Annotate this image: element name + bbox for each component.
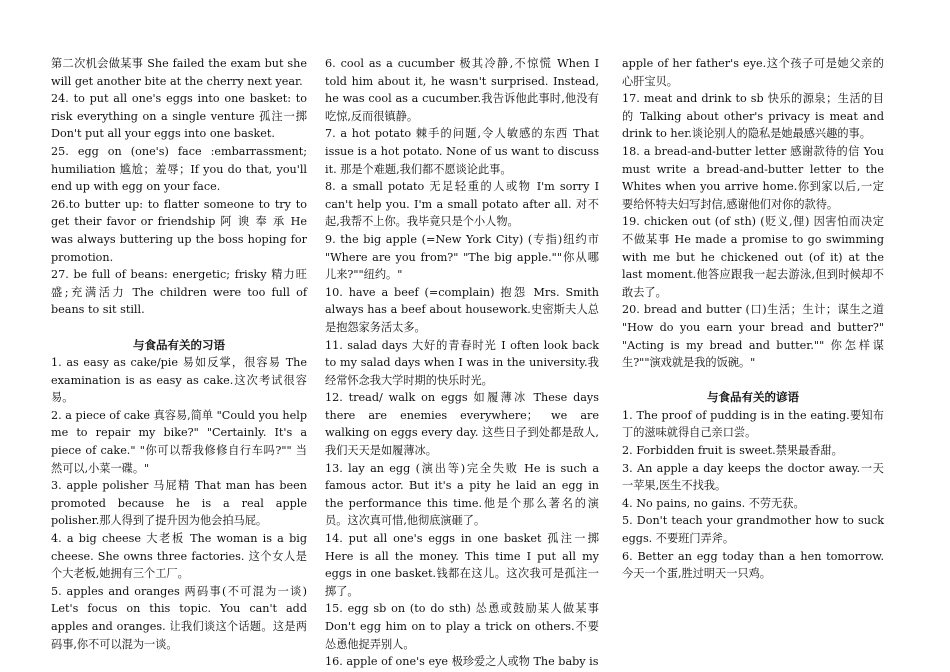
idiom-entry: 11. salad days 大好的青春时光 I often look back to my salad days when I was in the university.我经常怀念我大学时期的快乐时光。 [325, 338, 599, 387]
column-middle [325, 55, 599, 671]
proverb-entry: 2. Forbidden fruit is sweet.禁果最香甜。 [622, 444, 843, 458]
idiom-entry: 4. a big cheese 大老板 The woman is a big cheese. She owns three factories. 这个女人是个大老板,她拥有三个工厂。 [51, 532, 307, 581]
section-heading-food-idioms: 与食品有关的习语 [133, 337, 225, 352]
idiom-entry: 10. have a beef (=complain) 抱怨 Mrs. Smith always has a beef about housework.史密斯夫人总是抱怨家务活太多。 [325, 285, 599, 334]
idiom-entry: 17. meat and drink to sb 快乐的源泉；生活的目的 Talking about other's privacy is meat and drink to her.谈论别人的隐私是她最感兴趣的事。 [622, 92, 884, 141]
idiom-entry: 8. a small potato 无足轻重的人或物 I'm sorry I can't help you. I'm a small potato after all. 对不起,我帮不上你。我毕竟只是个小人物。 [325, 180, 599, 229]
idiom-entry: 2. a piece of cake 真容易,简单 "Could you help me to repair my bike?" "Certainly. It's a piece of cake." "你可以帮我修修自行车吗?"" 当然可以,小菜一碟。" [51, 408, 307, 475]
spacer [622, 372, 884, 390]
idiom-entry: 9. the big apple (=New York City) (专指)纽约市 "Where are you from?" "The big apple.""你从哪儿来?""纽约。" [325, 232, 599, 282]
idiom-entry: 7. a hot potato 棘手的问题,令人敏感的东西 That issue is a hot potato. None of us want to discuss it. 那是个难题,我们都不愿谈论此事。 [325, 127, 599, 176]
idiom-entry: 14. put all one's eggs in one basket 孤注一掷 Here is all the money. This time I put all my eggs in one basket.钱都在这儿。这次我可是孤注一掷了。 [325, 532, 599, 598]
idiom-entry: 3. apple polisher 马屁精 That man has been promoted because he is a real apple polisher.那人得到了提升因为他会拍马屁。 [51, 479, 307, 528]
spacer [51, 319, 307, 337]
column-left [51, 55, 307, 653]
idiom-entry: 13. lay an egg (演出等)完全失败 He is such a famous actor. But it's a pity he laid an egg in the performance this time.他是个那么著名的演员。这次真可惜,他彻底演砸了。 [325, 461, 599, 528]
idiom-entry: 第二次机会做某事 She failed the exam but she will get another bite at the cherry next year. [51, 57, 307, 88]
idiom-entry: apple of her father's eye.这个孩子可是她父亲的心肝宝贝。 [622, 57, 884, 88]
idiom-entry: 20. bread and butter (口)生活；生计；谋生之道 "How do you earn your bread and butter?" "Acting is my bread and butter."" 你怎样谋生?""演戏就是我的饭碗。" [622, 303, 884, 370]
proverb-entry: 6. Better an egg today than a hen tomorrow.今天一个蛋,胜过明天一只鸡。 [622, 549, 884, 581]
idiom-entry: 25. egg on (one's) face :embarrassment; humiliation 尴尬；羞辱；If you do that, you'll end up with egg on your face. [51, 144, 307, 194]
column-right [622, 55, 884, 583]
idiom-entry: 18. a bread-and-butter letter 感谢款待的信 You must write a bread-and-butter letter to the Whites when you arrive home.你到家以后,一定要给怀特夫妇写封信,感谢他们对你的款待。 [622, 144, 884, 211]
proverb-entry: 4. No pains, no gains. 不劳无获。 [622, 496, 805, 510]
idiom-entry: 15. egg sb on (to do sth) 怂恿或鼓励某人做某事 Don't egg him on to play a trick on others.不要怂恿他捉弄别人。 [325, 602, 599, 651]
proverb-entry: 5. Don't teach your grandmother how to suck eggs. 不要班门弄斧。 [622, 514, 884, 546]
idiom-entry: 1. as easy as cake/pie 易如反掌，很容易 The examination is as easy as cake.这次考试很容易。 [51, 356, 307, 405]
proverb-entry: 3. An apple a day keeps the doctor away.一天一苹果,医生不找我。 [622, 461, 884, 493]
idiom-entry: 19. chicken out (of sth) (贬义,俚) 因害怕而决定不做某事 He made a promise to go swimming with me but he chickened out (of it) at the last moment.他答应跟我一起去游泳,但到时候却不敢去了。 [622, 215, 884, 299]
idiom-entry: 26.to butter up: to flatter someone to try to get their favor or friendship 阿 谀 奉 承 He was always buttering up the boss hoping for promotion. [51, 197, 307, 264]
idiom-entry: 27. be full of beans: energetic; frisky 精力旺盛;充满活力 The children were too full of beans to sit still. [51, 268, 307, 317]
idiom-entry: 24. to put all one's eggs into one basket: to risk everything on a single venture 孤注一掷 Don't put all your eggs into one basket. [51, 92, 307, 141]
proverb-entry: 1. The proof of pudding is in the eating.要知布丁的滋味就得自己亲口尝。 [622, 408, 884, 440]
idiom-entry: 16. apple of one's eye 极珍爱之人或物 The baby is [325, 655, 599, 669]
idiom-entry: 5. apples and oranges 两码事(不可混为一谈) Let's focus on this topic. You can't add apples and oranges. 让我们谈这个话题。这是两码事,你不可以混为一谈。 [51, 584, 307, 651]
idiom-entry: 12. tread/ walk on eggs 如履薄冰 These days there are enemies everywhere； we are walking on eggs every day. 这些日子到处都是敌人,我们天天是如履薄冰。 [325, 391, 599, 458]
section-heading-food-proverbs: 与食品有关的谚语 [707, 390, 799, 405]
idiom-entry: 6. cool as a cucumber 极其冷静,不惊慌 When I told him about it, he wasn't surprised. Instead, he was cool as a cucumber.我告诉他此事时,他没有吃惊,反而很镇静。 [325, 57, 599, 123]
